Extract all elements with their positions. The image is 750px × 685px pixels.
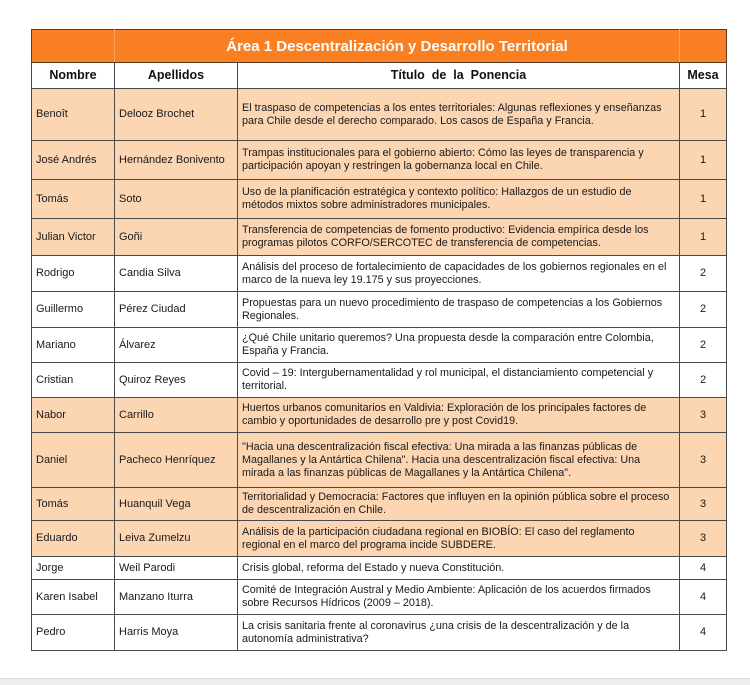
cell-apellidos: Hernández Bonivento: [115, 141, 238, 180]
cell-mesa: 2: [680, 328, 727, 363]
cell-nombre: Guillermo: [32, 292, 115, 328]
cell-nombre: Eduardo: [32, 521, 115, 557]
cell-apellidos: Harris Moya: [115, 615, 238, 651]
table-row: [32, 521, 727, 557]
cell-mesa: 2: [680, 256, 727, 292]
cell-apellidos: Manzano Iturra: [115, 580, 238, 615]
cell-apellidos: Goñi: [115, 219, 238, 256]
cell-titulo: Trampas institucionales para el gobierno abierto: Cómo las leyes de transparencia y participación apoyan y restringen la gobernanza local en Chile.: [238, 141, 680, 180]
table-row: [32, 557, 727, 580]
cell-apellidos: Candia Silva: [115, 256, 238, 292]
cell-mesa: 3: [680, 398, 727, 433]
table-row: [32, 398, 727, 433]
cell-mesa: 1: [680, 141, 727, 180]
table-row: [32, 141, 727, 180]
cell-mesa: 3: [680, 488, 727, 521]
cell-titulo: Covid – 19: Intergubernamentalidad y rol municipal, el distanciamiento competencial y territorial.: [238, 363, 680, 398]
column-header-nombre: Nombre: [32, 63, 115, 89]
cell-mesa: 2: [680, 292, 727, 328]
cell-nombre: Tomás: [32, 488, 115, 521]
cell-titulo: El traspaso de competencias a los entes territoriales: Algunas reflexiones y enseñanzas para Chile desde el derecho comparado. Los casos de España y Francia.: [238, 89, 680, 141]
cell-nombre: Mariano: [32, 328, 115, 363]
table-title: Área 1 Descentralización y Desarrollo Territorial: [115, 30, 680, 63]
cell-titulo: Análisis de la participación ciudadana regional en BIOBÍO: El caso del reglamento regional en el marco del programa incide SUBDERE.: [238, 521, 680, 557]
cell-titulo: Comité de Integración Austral y Medio Ambiente: Aplicación de los acuerdos firmados sobre Recursos Hídricos (2009 – 2018).: [238, 580, 680, 615]
cell-titulo: Uso de la planificación estratégica y contexto político: Hallazgos de un estudio de métodos mixtos sobre administradores municipales.: [238, 180, 680, 219]
cell-nombre: Pedro: [32, 615, 115, 651]
cell-titulo: Análisis del proceso de fortalecimiento de capacidades de los gobiernos regionales en el marco de la nueva ley 19.175 y sus proyecciones.: [238, 256, 680, 292]
cell-nombre: José Andrés: [32, 141, 115, 180]
cell-nombre: Nabor: [32, 398, 115, 433]
cell-apellidos: Delooz Brochet: [115, 89, 238, 141]
cell-apellidos: Carrillo: [115, 398, 238, 433]
column-header-titulo: Título de la Ponencia: [238, 63, 680, 89]
table-row: [32, 180, 727, 219]
table-row: [32, 433, 727, 488]
cell-nombre: Tomás: [32, 180, 115, 219]
cell-mesa: 1: [680, 89, 727, 141]
cell-apellidos: Weil Parodi: [115, 557, 238, 580]
cell-titulo: Huertos urbanos comunitarios en Valdivia: Exploración de los principales factores de cambio y oportunidades de desarrollo pre y post Covid19.: [238, 398, 680, 433]
cell-titulo: La crisis sanitaria frente al coronavirus ¿una crisis de la descentralización y de la autonomía administrativa?: [238, 615, 680, 651]
title-spacer-left: [32, 30, 115, 63]
cell-titulo: "Hacia una descentralización fiscal efectiva: Una mirada a las finanzas públicas de Magallanes y la Antártica Chilena". Hacia una descentralización fiscal efectiva: Una mirada a las finanzas públicas de Magallanes y la Antártica Chilena".: [238, 433, 680, 488]
cell-titulo: Transferencia de competencias de fomento productivo: Evidencia empírica desde los programas pilotos CORFO/SERCOTEC de transferencia de competencias.: [238, 219, 680, 256]
cell-apellidos: Huanquil Vega: [115, 488, 238, 521]
table-row: [32, 615, 727, 651]
cell-nombre: Benoît: [32, 89, 115, 141]
cell-nombre: Jorge: [32, 557, 115, 580]
cell-mesa: 3: [680, 521, 727, 557]
cell-nombre: Cristian: [32, 363, 115, 398]
cell-titulo: Propuestas para un nuevo procedimiento de traspaso de competencias a los Gobiernos Regionales.: [238, 292, 680, 328]
cell-nombre: Rodrigo: [32, 256, 115, 292]
cell-mesa: 4: [680, 557, 727, 580]
table-row: [32, 580, 727, 615]
table-row: [32, 488, 727, 521]
cell-apellidos: Soto: [115, 180, 238, 219]
cell-titulo: ¿Qué Chile unitario queremos? Una propuesta desde la comparación entre Colombia, España y Francia.: [238, 328, 680, 363]
cell-nombre: Daniel: [32, 433, 115, 488]
cell-apellidos: Pacheco Henríquez: [115, 433, 238, 488]
cell-nombre: Karen Isabel: [32, 580, 115, 615]
title-spacer-right: [680, 30, 727, 63]
cell-nombre: Julian Victor: [32, 219, 115, 256]
cell-mesa: 4: [680, 580, 727, 615]
column-header-mesa: Mesa: [680, 63, 727, 89]
cell-apellidos: Álvarez: [115, 328, 238, 363]
cell-mesa: 4: [680, 615, 727, 651]
cell-mesa: 1: [680, 180, 727, 219]
table-title-row: [32, 30, 727, 63]
table-row: [32, 219, 727, 256]
cell-mesa: 2: [680, 363, 727, 398]
cell-mesa: 1: [680, 219, 727, 256]
cell-titulo: Crisis global, reforma del Estado y nueva Constitución.: [238, 557, 680, 580]
cell-mesa: 3: [680, 433, 727, 488]
table-row: [32, 363, 727, 398]
table-row: [32, 292, 727, 328]
cell-apellidos: Leiva Zumelzu: [115, 521, 238, 557]
ponencias-table: [31, 29, 727, 651]
table-row: [32, 89, 727, 141]
column-header-row: [32, 63, 727, 89]
table-row: [32, 256, 727, 292]
column-header-apellidos: Apellidos: [115, 63, 238, 89]
table-row: [32, 328, 727, 363]
cell-titulo: Territorialidad y Democracia: Factores que influyen en la opinión pública sobre el proceso de descentralización en Chile.: [238, 488, 680, 521]
cell-apellidos: Pérez Ciudad: [115, 292, 238, 328]
cell-apellidos: Quiroz Reyes: [115, 363, 238, 398]
